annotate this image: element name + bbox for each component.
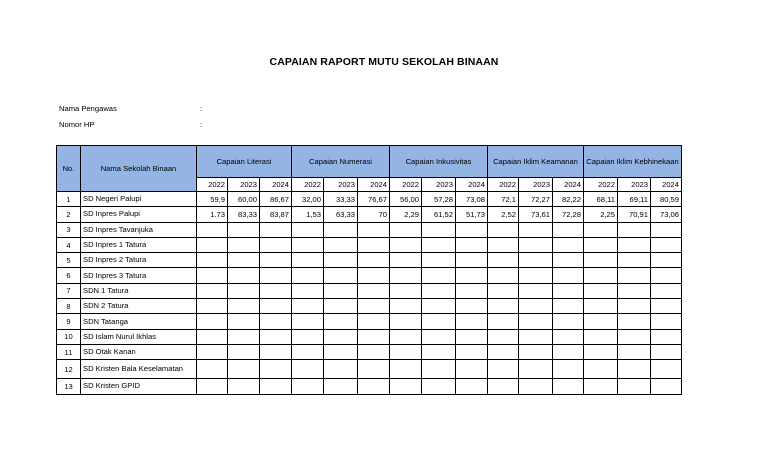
- score-cell: [519, 283, 553, 298]
- score-cell: [358, 329, 390, 344]
- score-cell: [292, 329, 324, 344]
- score-cell: [390, 237, 422, 252]
- score-cell: [422, 222, 456, 237]
- score-cell: [324, 222, 358, 237]
- score-cell: [324, 329, 358, 344]
- group-header: Capaian Inkusivitas: [390, 146, 488, 178]
- score-cell: 60,00: [228, 192, 260, 207]
- meta-label: Nama Pengawas: [59, 104, 117, 113]
- meta-separator: :: [200, 104, 203, 113]
- table-row: [57, 344, 682, 359]
- score-cell: [651, 283, 682, 298]
- row-number: 10: [57, 329, 81, 344]
- score-cell: [292, 268, 324, 283]
- score-cell: [456, 299, 488, 314]
- row-number: 2: [57, 207, 81, 222]
- year-header: 2023: [324, 178, 358, 192]
- score-cell: [324, 314, 358, 329]
- score-cell: [197, 222, 228, 237]
- score-cell: [651, 222, 682, 237]
- score-cell: [651, 268, 682, 283]
- meta-label: Nomor HP: [59, 120, 95, 129]
- table-row: [57, 222, 682, 237]
- score-cell: [324, 379, 358, 394]
- row-number: 6: [57, 268, 81, 283]
- score-cell: [488, 222, 519, 237]
- score-cell: [553, 237, 584, 252]
- score-cell: [651, 344, 682, 359]
- score-cell: [260, 314, 292, 329]
- row-number: 8: [57, 299, 81, 314]
- score-cell: [358, 222, 390, 237]
- score-cell: [292, 360, 324, 379]
- school-name: SD Otak Kanan: [81, 344, 197, 359]
- score-cell: [324, 283, 358, 298]
- score-cell: [292, 237, 324, 252]
- score-cell: [260, 237, 292, 252]
- score-cell: [488, 344, 519, 359]
- score-cell: [228, 283, 260, 298]
- score-cell: [197, 329, 228, 344]
- score-cell: 69,11: [618, 192, 651, 207]
- table-row: [57, 329, 682, 344]
- score-cell: [228, 379, 260, 394]
- score-cell: [488, 299, 519, 314]
- col-header-name: Nama Sekolah Binaan: [81, 146, 197, 192]
- score-cell: [422, 299, 456, 314]
- score-cell: [553, 329, 584, 344]
- score-cell: [197, 314, 228, 329]
- school-name: SD Inpres 2 Tatura: [81, 253, 197, 268]
- score-cell: [228, 314, 260, 329]
- score-cell: [422, 329, 456, 344]
- score-cell: [197, 268, 228, 283]
- year-header: 2024: [260, 178, 292, 192]
- score-cell: 68,11: [584, 192, 618, 207]
- score-cell: [260, 329, 292, 344]
- score-cell: 32,00: [292, 192, 324, 207]
- score-cell: [553, 344, 584, 359]
- school-name: SD Inpres 1 Tatura: [81, 237, 197, 252]
- score-cell: 72,27: [519, 192, 553, 207]
- score-cell: [260, 268, 292, 283]
- score-cell: [456, 237, 488, 252]
- score-cell: [519, 222, 553, 237]
- row-number: 7: [57, 283, 81, 298]
- score-cell: [519, 237, 553, 252]
- score-cell: [422, 253, 456, 268]
- score-cell: [358, 379, 390, 394]
- score-cell: [488, 379, 519, 394]
- table-row: [57, 379, 682, 394]
- score-cell: [197, 253, 228, 268]
- score-cell: 57,28: [422, 192, 456, 207]
- table-row: [57, 207, 682, 222]
- score-cell: [456, 283, 488, 298]
- score-cell: [651, 360, 682, 379]
- score-cell: 59,9: [197, 192, 228, 207]
- score-cell: [422, 268, 456, 283]
- group-header: Capaian Iklim Keamanan: [488, 146, 584, 178]
- score-cell: [358, 314, 390, 329]
- page-title: CAPAIAN RAPORT MUTU SEKOLAH BINAAN: [269, 56, 499, 68]
- score-cell: [584, 253, 618, 268]
- school-name: SD Negeri Palupi: [81, 192, 197, 207]
- year-header: 2024: [358, 178, 390, 192]
- score-cell: 73,08: [456, 192, 488, 207]
- score-cell: [260, 222, 292, 237]
- score-cell: [390, 379, 422, 394]
- score-cell: [618, 237, 651, 252]
- group-header: Capaian Literasi: [197, 146, 292, 178]
- score-cell: [228, 299, 260, 314]
- score-cell: [292, 379, 324, 394]
- score-cell: [488, 268, 519, 283]
- row-number: 9: [57, 314, 81, 329]
- score-cell: [292, 283, 324, 298]
- score-cell: [358, 283, 390, 298]
- score-cell: [324, 237, 358, 252]
- score-cell: [618, 253, 651, 268]
- score-cell: [584, 329, 618, 344]
- score-cell: [422, 360, 456, 379]
- score-cell: [488, 283, 519, 298]
- score-cell: [519, 299, 553, 314]
- score-cell: [324, 253, 358, 268]
- school-name: SDN 1 Tatura: [81, 283, 197, 298]
- score-cell: [197, 237, 228, 252]
- school-name: SD Inpres Tavanjuka: [81, 222, 197, 237]
- school-name: SDN Tatanga: [81, 314, 197, 329]
- score-cell: [584, 344, 618, 359]
- score-cell: 76,67: [358, 192, 390, 207]
- score-cell: [260, 379, 292, 394]
- score-cell: 2,25: [584, 207, 618, 222]
- score-cell: 72,28: [553, 207, 584, 222]
- table-row: [57, 299, 682, 314]
- score-cell: 63,33: [324, 207, 358, 222]
- score-cell: [651, 237, 682, 252]
- meta-row-nama-pengawas: [59, 104, 202, 113]
- score-cell: [390, 268, 422, 283]
- score-cell: [584, 283, 618, 298]
- table-row: [57, 192, 682, 207]
- school-name: SDN 2 Tatura: [81, 299, 197, 314]
- score-cell: [553, 222, 584, 237]
- score-cell: 51,73: [456, 207, 488, 222]
- score-cell: [618, 360, 651, 379]
- score-cell: [228, 222, 260, 237]
- year-header: 2022: [390, 178, 422, 192]
- score-cell: [553, 283, 584, 298]
- row-number: 13: [57, 379, 81, 394]
- score-cell: [390, 253, 422, 268]
- score-cell: [228, 237, 260, 252]
- table-row: [57, 314, 682, 329]
- score-cell: [584, 379, 618, 394]
- school-name: SD Islam Nurul Ikhlas: [81, 329, 197, 344]
- score-cell: [553, 360, 584, 379]
- score-cell: [197, 299, 228, 314]
- score-cell: [456, 314, 488, 329]
- score-cell: [197, 344, 228, 359]
- sekolah-binaan-table: [56, 145, 682, 395]
- score-cell: 1.73: [197, 207, 228, 222]
- score-cell: [422, 283, 456, 298]
- score-cell: [651, 329, 682, 344]
- score-cell: [456, 253, 488, 268]
- school-name: SD Inpres 3 Tatura: [81, 268, 197, 283]
- score-cell: [292, 344, 324, 359]
- score-cell: [618, 314, 651, 329]
- meta-separator: :: [200, 120, 203, 129]
- score-cell: [292, 253, 324, 268]
- score-cell: [618, 329, 651, 344]
- score-cell: [324, 268, 358, 283]
- row-number: 12: [57, 360, 81, 379]
- year-header: 2022: [292, 178, 324, 192]
- score-cell: [422, 314, 456, 329]
- score-cell: [519, 344, 553, 359]
- score-cell: [488, 237, 519, 252]
- score-cell: [422, 344, 456, 359]
- row-number: 4: [57, 237, 81, 252]
- score-cell: [456, 360, 488, 379]
- score-cell: [358, 237, 390, 252]
- score-cell: [324, 299, 358, 314]
- score-cell: [456, 344, 488, 359]
- score-cell: [456, 379, 488, 394]
- score-cell: [618, 283, 651, 298]
- row-number: 3: [57, 222, 81, 237]
- score-cell: 2,52: [488, 207, 519, 222]
- score-cell: [651, 379, 682, 394]
- score-cell: [618, 299, 651, 314]
- score-cell: [292, 314, 324, 329]
- score-cell: [228, 329, 260, 344]
- score-cell: [519, 360, 553, 379]
- table-row: [57, 268, 682, 283]
- score-cell: [324, 344, 358, 359]
- score-cell: [519, 268, 553, 283]
- score-cell: [519, 379, 553, 394]
- score-cell: [228, 344, 260, 359]
- meta-row-nomor-hp: [59, 120, 202, 129]
- score-cell: 1,53: [292, 207, 324, 222]
- score-cell: [488, 329, 519, 344]
- score-cell: [618, 379, 651, 394]
- score-cell: 86,67: [260, 192, 292, 207]
- score-cell: [324, 360, 358, 379]
- score-cell: 61,52: [422, 207, 456, 222]
- year-header: 2024: [553, 178, 584, 192]
- score-cell: [358, 299, 390, 314]
- score-cell: [488, 360, 519, 379]
- score-cell: 83,87: [260, 207, 292, 222]
- score-cell: [618, 268, 651, 283]
- score-cell: [358, 344, 390, 359]
- score-cell: 56,00: [390, 192, 422, 207]
- score-cell: [390, 299, 422, 314]
- score-cell: [584, 237, 618, 252]
- score-cell: [553, 299, 584, 314]
- score-cell: 70: [358, 207, 390, 222]
- score-cell: [553, 379, 584, 394]
- year-header: 2023: [519, 178, 553, 192]
- score-cell: [456, 329, 488, 344]
- score-cell: [584, 299, 618, 314]
- table-row: [57, 283, 682, 298]
- score-cell: [260, 299, 292, 314]
- school-name: SD Kristen GPID: [81, 379, 197, 394]
- score-cell: [228, 360, 260, 379]
- score-cell: [618, 344, 651, 359]
- score-cell: [519, 253, 553, 268]
- table-row: [57, 237, 682, 252]
- school-name: SD Inpres Palupi: [81, 207, 197, 222]
- year-header: 2023: [618, 178, 651, 192]
- year-header: 2022: [584, 178, 618, 192]
- score-cell: [390, 222, 422, 237]
- year-header: 2023: [422, 178, 456, 192]
- score-cell: [358, 253, 390, 268]
- table-row: [57, 360, 682, 379]
- score-cell: [390, 360, 422, 379]
- row-number: 5: [57, 253, 81, 268]
- score-cell: [553, 268, 584, 283]
- score-cell: [390, 344, 422, 359]
- row-number: 11: [57, 344, 81, 359]
- year-header: 2022: [197, 178, 228, 192]
- score-cell: [422, 379, 456, 394]
- year-header: 2024: [456, 178, 488, 192]
- score-cell: [584, 268, 618, 283]
- score-cell: [651, 299, 682, 314]
- group-header: Capaian Iklim Kebhinekaan: [584, 146, 682, 178]
- score-cell: 72,1: [488, 192, 519, 207]
- score-cell: [358, 268, 390, 283]
- score-cell: 73,06: [651, 207, 682, 222]
- score-cell: [651, 253, 682, 268]
- score-cell: [519, 329, 553, 344]
- row-number: 1: [57, 192, 81, 207]
- school-name: SD Kristen Bala Keselamatan: [81, 360, 197, 379]
- score-cell: [422, 237, 456, 252]
- score-cell: 82,22: [553, 192, 584, 207]
- score-cell: 80,59: [651, 192, 682, 207]
- score-cell: [197, 360, 228, 379]
- score-cell: [260, 253, 292, 268]
- score-cell: [292, 222, 324, 237]
- col-header-no: No.: [57, 146, 81, 192]
- score-cell: [228, 268, 260, 283]
- score-cell: [260, 283, 292, 298]
- score-cell: [390, 314, 422, 329]
- score-cell: [519, 314, 553, 329]
- score-cell: 33,33: [324, 192, 358, 207]
- score-cell: [456, 222, 488, 237]
- score-cell: [358, 360, 390, 379]
- score-cell: 83,33: [228, 207, 260, 222]
- score-cell: [584, 222, 618, 237]
- score-cell: [390, 329, 422, 344]
- year-header: 2024: [651, 178, 682, 192]
- score-cell: [390, 283, 422, 298]
- score-cell: 73,61: [519, 207, 553, 222]
- year-header: 2023: [228, 178, 260, 192]
- score-cell: [260, 344, 292, 359]
- score-cell: [260, 360, 292, 379]
- score-cell: [456, 268, 488, 283]
- score-cell: [618, 222, 651, 237]
- score-cell: [488, 253, 519, 268]
- score-cell: [584, 314, 618, 329]
- score-cell: [553, 314, 584, 329]
- score-cell: [228, 253, 260, 268]
- score-cell: [488, 314, 519, 329]
- group-header: Capaian Numerasi: [292, 146, 390, 178]
- score-cell: [553, 253, 584, 268]
- score-cell: [292, 299, 324, 314]
- score-cell: [197, 283, 228, 298]
- score-cell: 2,29: [390, 207, 422, 222]
- table-row: [57, 253, 682, 268]
- year-header: 2022: [488, 178, 519, 192]
- score-cell: [651, 314, 682, 329]
- score-cell: 70,91: [618, 207, 651, 222]
- score-cell: [584, 360, 618, 379]
- score-cell: [197, 379, 228, 394]
